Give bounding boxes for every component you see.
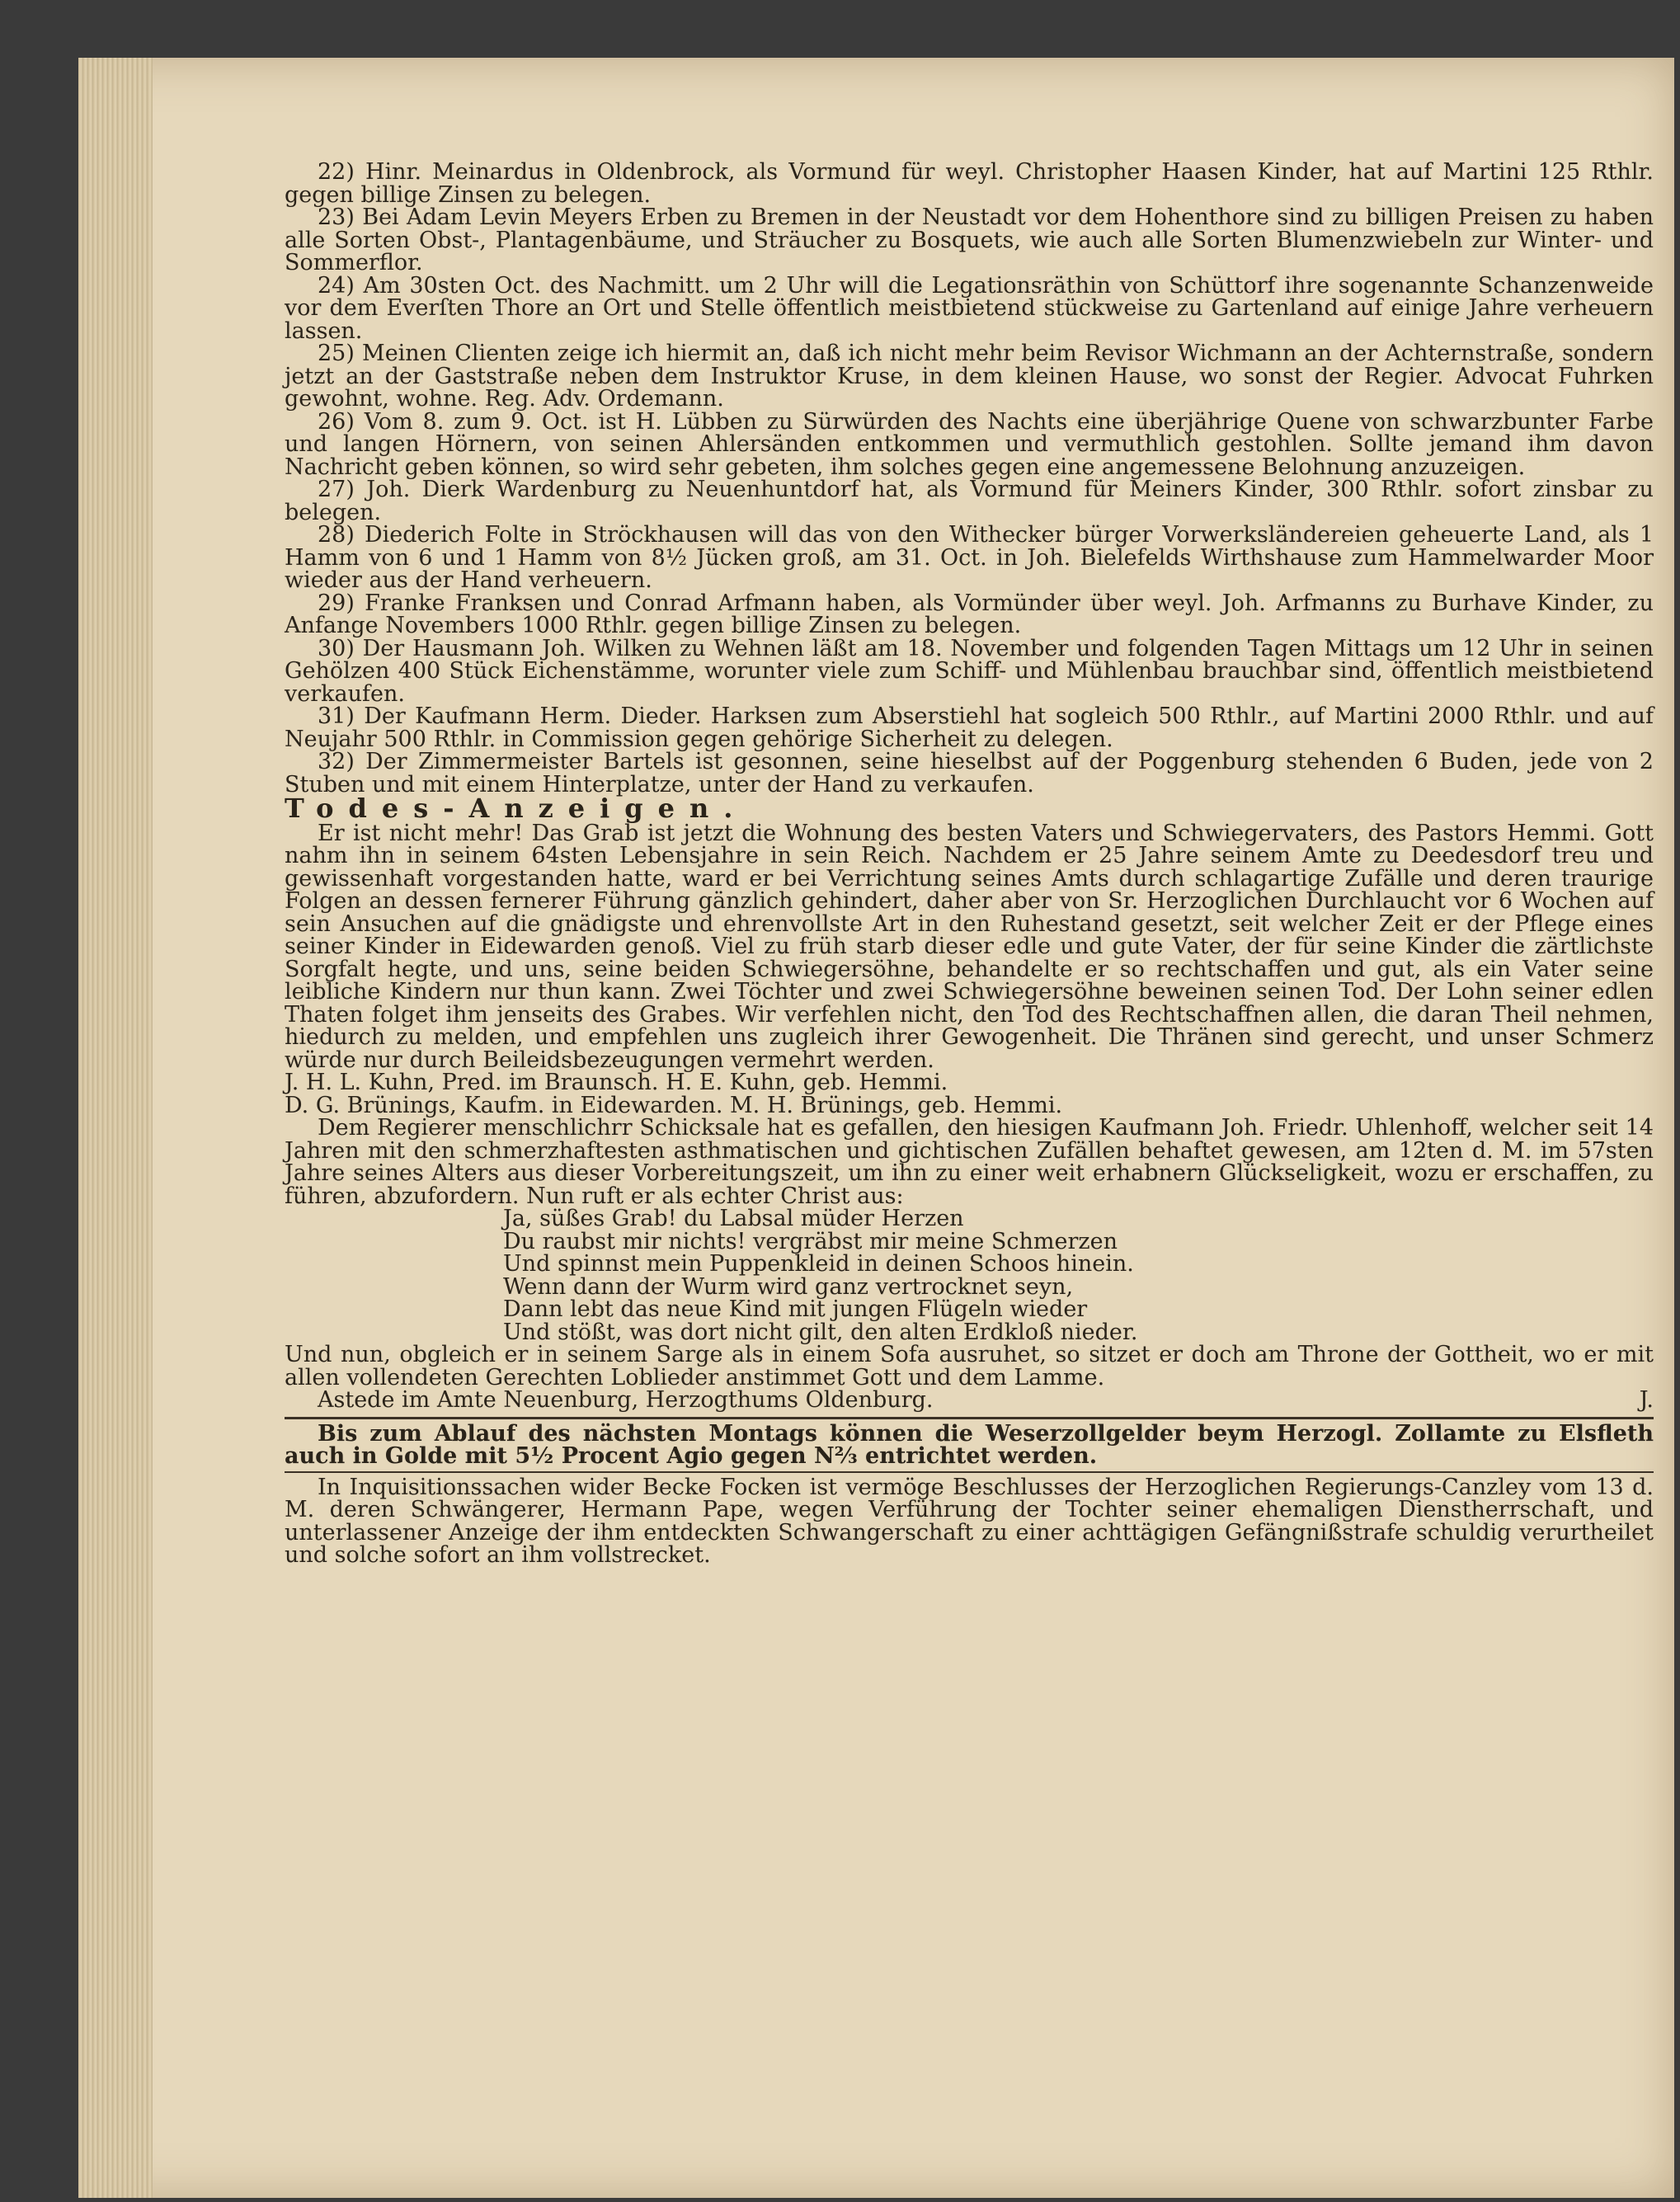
- page-stack-edge: [78, 58, 153, 2198]
- initial-signature: J.: [1639, 1387, 1654, 1413]
- poem-line-4: Wenn dann der Wurm wird ganz vertrocknet seyn,: [503, 1273, 1074, 1300]
- death-notice-uhlenhoff-place: [285, 1389, 1654, 1412]
- announcement-26: 26) Vom 8. zum 9. Oct. ist H. Lübben zu Sürwürden des Nachts eine überjährige Quene von schwarzbunter Farbe und langen Hörnern, von seinen Ahlersänden entkommen und vermuthlich gestohlen. Sollte jemand ihm davon Nachricht geben können, so wird sehr gebeten, ihm solches gegen eine angemessene Belohnung anzuzeigen.: [285, 408, 1654, 480]
- announcement-29: 29) Franke Franksen und Conrad Arfmann haben, als Vormünder über weyl. Joh. Arfmanns zu Burhave Kinder, zu Anfange Novembers 1000 Rthlr. gegen billige Zinsen zu belegen.: [285, 590, 1654, 638]
- announcement-22: 22) Hinr. Meinardus in Oldenbrock, als Vormund für weyl. Christopher Haasen Kinder, hat auf Martini 125 Rthlr. gegen billige Zinsen zu belegen.: [285, 159, 1654, 208]
- poem-line-2: Du raubst mir nichts! vergräbst mir meine Schmerzen: [503, 1228, 1118, 1254]
- death-notice-uhlenhoff: Dem Regierer menschlichrr Schicksale hat es gefallen, den hiesigen Kaufmann Joh. Friedr. Uhlenhoff, welcher seit 14 Jahren mit den schmerzhaftesten asthmatischen und gichtischen Zufällen behaftet gewesen, am 12ten d. M. im 57sten Jahre seines Alters aus dieser Vorbereitungszeit, um ihn zu einer weit erhabnern Glückseligkeit, wozu er erschaffen, zu führen, abzufordern. Nun ruft er als echter Christ aus:: [285, 1115, 1654, 1209]
- announcement-24: 24) Am 30sten Oct. des Nachmitt. um 2 Uhr will die Legationsräthin von Schüttorf ihre sogenannte Schanzenweide vor dem Everſten Thore an Ort und Stelle öffentlich meistbietend stückweise zu Gartenland auf einige Jahre verheuern lassen.: [285, 272, 1654, 344]
- poem-line-1: Ja, süßes Grab! du Labsal müder Herzen: [503, 1206, 964, 1231]
- section-divider: [285, 1417, 1654, 1419]
- customs-notice: Bis zum Ablauf des nächsten Montags können die Weserzollgelder beym Herzogl. Zollamte zu Elsfleth auch in Golde mit 5½ Procent Agio gegen N⅔ entrichtet werden.: [285, 1420, 1654, 1469]
- death-notice-hemmi: Er ist nicht mehr! Das Grab ist jetzt die Wohnung des besten Vaters und Schwiegervaters, des Pastors Hemmi. Gott nahm ihn in seinem 64sten Lebensjahre in sein Reich. Nachdem er 25 Jahre seinem Amte zu Deedesdorf treu und gewissenhaft vorgestanden hatte, ward er bei Verrichtung seines Amts durch schlagartige Zufälle und deren traurige Folgen an dessen fernerer Führung gänzlich gehindert, daher aber von Sr. Herzoglichen Durchlaucht vor 6 Wochen auf sein Ansuchen auf die gnädigste und ehrenvollste Art in den Ruhestand gesetzt, seit welcher Zeit er der Pflege eines seiner Kinder in Eidewarden genoß. Viel zu früh starb dieser edle und gute Vater, der für seine Kinder die zärtlichste Sorgfalt hegte, und uns, seine beiden Schwiegersöhne, behandelte er so rechtschaffen und gut, als ein Vater seine leibliche Kindern nur thun kann. Zwei Töchter und zwei Schwiegersöhne beweinen seinen Tod. Der Lohn seiner edlen Thaten folget ihm jenseits des Grabes. Wir verfehlen nicht, den Tod des Rechtschaffnen allen, die daran Theil nehmen, hiedurch zu melden, und empfehlen uns zugleich ihrer Gewogenheit. Die Thränen sind gerecht, und unser Schmerz würde nur durch Beileidsbezeugungen vermehrt werden.: [285, 820, 1654, 1073]
- section-divider-2: [285, 1471, 1654, 1473]
- inquisition-notice: In Inquisitionssachen wider Becke Focken ist vermöge Beschlusses der Herzoglichen Regierungs-Canzley vom 13 d. M. deren Schwängerer, Hermann Pape, wegen Verführung der Tochter seiner ehemaligen Dienstherrschaft, und unterlassener Anzeige der ihm entdeckten Schwangerschaft zu einer achttägigen Gefängnißstrafe schuldig verurtheilet und solche sofort an ihm vollstrecket.: [285, 1474, 1654, 1568]
- poem-line-5: Dann lebt das neue Kind mit jungen Flügeln wieder: [503, 1296, 1088, 1322]
- poem-line-3: Und spinnst mein Puppenkleid in deinen Schoos hinein.: [503, 1251, 1134, 1277]
- announcement-23: 23) Bei Adam Levin Meyers Erben zu Bremen in der Neustadt vor dem Hohenthore sind zu billigen Preisen zu haben alle Sorten Obst-, Plantagenbäume, und Sträucher zu Bosquets, wie auch alle Sorten Blumenzwiebeln zur Winter- und Sommerflor.: [285, 205, 1654, 275]
- poem-line-6: Und stößt, was dort nicht gilt, den alten Erdkloß nieder.: [503, 1319, 1138, 1345]
- announcement-32: 32) Der Zimmermeister Bartels ist gesonnen, seine hieselbst auf der Poggenburg stehenden 6 Buden, jede von 2 Stuben und mit einem Hinterplatze, unter der Hand zu verkaufen.: [285, 749, 1654, 798]
- death-notice-hemmi-signature-1: J. H. L. Kuhn, Pred. im Braunsch. H. E. Kuhn, geb. Hemmi.: [285, 1070, 948, 1095]
- announcement-31: 31) Der Kaufmann Herm. Dieder. Harksen zum Abserstiehl hat sogleich 500 Rthlr., auf Martini 2000 Rthlr. und auf Neujahr 500 Rthlr. in Commission gegen gehörige Sicherheit zu delegen.: [285, 703, 1654, 752]
- announcement-25: 25) Meinen Clienten zeige ich hiermit an, daß ich nicht mehr beim Revisor Wichmann an der Achternstraße, sondern jetzt an der Gaststraße neben dem Instruktor Kruse, in dem kleinen Hause, wo sonst der Regier. Advocat Fuhrken gewohnt, wohne. Reg. Adv. Ordemann.: [285, 341, 1654, 412]
- announcement-30: 30) Der Hausmann Joh. Wilken zu Wehnen läßt am 18. November und folgenden Tagen Mittags um 12 Uhr in seinen Gehölzen 400 Stück Eichenstämme, worunter viele zum Schiff- und Mühlenbau brauchbar sind, öffentlich meistbietend verkaufen.: [285, 635, 1654, 707]
- death-notice-uhlenhoff-end: Und nun, obgleich er in seinem Sarge als in einem Sofa ausruhet, so sitzet er doch am Throne der Gottheit, wo er mit allen vollendeten Gerechten Loblieder anstimmet Gott und dem Lamme.: [285, 1342, 1654, 1390]
- announcement-28: 28) Diederich Folte in Ströckhausen will das von den Withecker bürger Vorwerksländereien geheuerte Land, als 1 Hamm von 6 und 1 Hamm von 8½ Jücken groß, am 31. Oct. in Joh. Bielefelds Wirthshause zum Hammelwarder Moor wieder aus der Hand verheuern.: [285, 522, 1654, 593]
- announcement-27: 27) Joh. Dierk Wardenburg zu Neuenhuntdorf hat, als Vormund für Meiners Kinder, 300 Rthlr. sofort zinsbar zu belegen.: [285, 477, 1654, 525]
- death-notice-hemmi-signature-2: D. G. Brünings, Kaufm. in Eidewarden. M. H. Brünings, geb. Hemmi.: [285, 1092, 1063, 1118]
- place-line: Astede im Amte Neuenburg, Herzogthums Oldenburg.: [318, 1387, 934, 1413]
- page-text: [285, 161, 1654, 1959]
- death-notices-heading: Todes-Anzeigen.: [285, 793, 748, 824]
